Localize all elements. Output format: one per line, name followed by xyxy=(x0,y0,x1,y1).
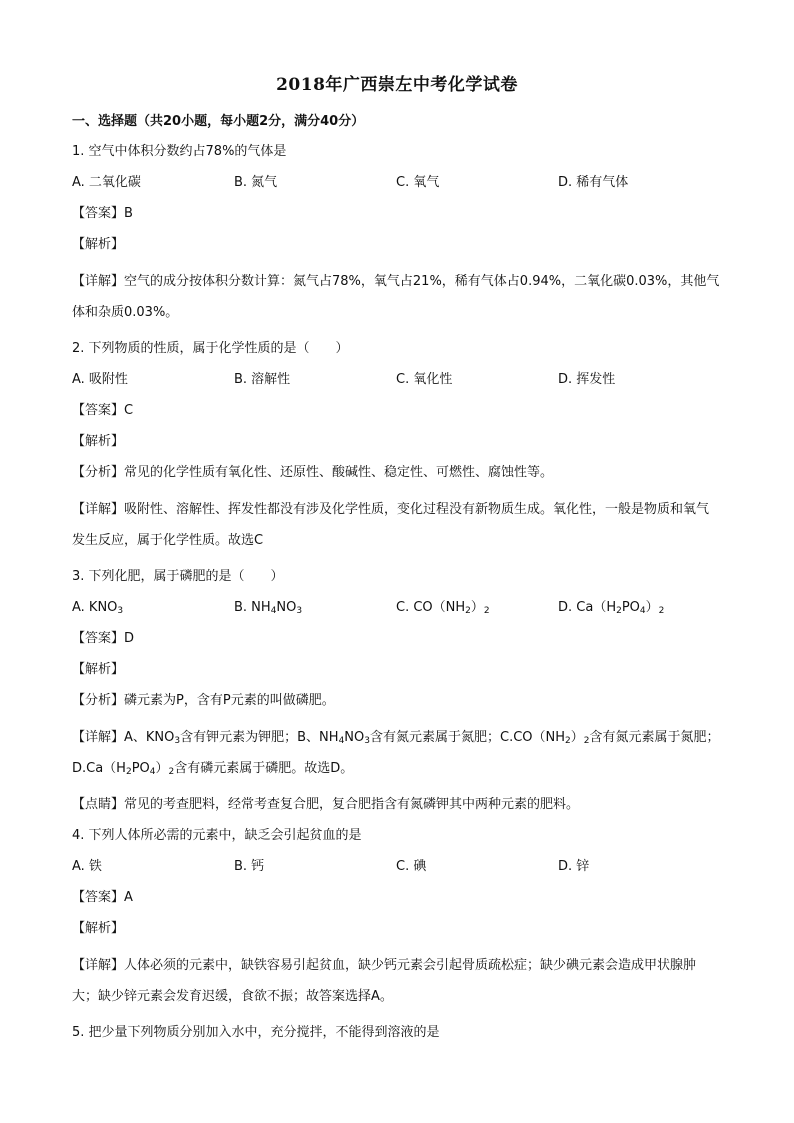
fenxi-row xyxy=(72,463,722,494)
question-3-stem: 3. 下列化肥，属于磷肥的是（ ） xyxy=(72,569,284,584)
option-d: D. 锌 xyxy=(558,859,590,874)
subscript: 3 xyxy=(117,606,124,616)
option-c: C. 氧气 xyxy=(396,175,440,190)
subscript: 4 xyxy=(149,767,156,777)
answer-value: C xyxy=(124,403,134,418)
pointer-tag: 【点睛】 xyxy=(72,797,125,812)
answer-value: B xyxy=(124,206,133,221)
option-d-text: ） xyxy=(645,600,659,615)
subscript: 4 xyxy=(270,606,277,616)
option-a: A. 铁 xyxy=(72,859,102,874)
option-c-text: ） xyxy=(470,600,484,615)
subscript: 2 xyxy=(583,736,590,746)
fenxi-row xyxy=(72,691,722,722)
option-b: B. 氮气 xyxy=(234,175,278,190)
detail-part: 含有钾元素为钾肥；B、NH xyxy=(180,730,339,745)
detail-row xyxy=(72,266,722,328)
subscript: 3 xyxy=(174,736,181,746)
option-b: B. 溶解性 xyxy=(234,372,291,387)
option-d-text: PO xyxy=(621,600,640,615)
subscript: 2 xyxy=(168,767,175,777)
option-c: C. 碘 xyxy=(396,859,427,874)
answer-row xyxy=(72,204,722,235)
detail-tag: 【详解】 xyxy=(72,958,125,973)
detail-row xyxy=(72,722,722,784)
option-d-text: D. Ca（H xyxy=(558,600,617,615)
subscript: 2 xyxy=(658,606,665,616)
detail-part: PO xyxy=(131,761,150,776)
answer-value: D xyxy=(124,631,135,646)
question-5-stem: 5. 把少量下列物质分别加入水中，充分搅拌，不能得到溶液的是 xyxy=(72,1025,440,1040)
option-d: D. 稀有气体 xyxy=(558,175,629,190)
question-4-options xyxy=(72,857,722,888)
detail-part: 含有氮元素属于氮肥；D.Ca（H xyxy=(72,730,720,776)
question-3-options xyxy=(72,598,722,629)
option-c: C. 氧化性 xyxy=(396,372,453,387)
option-a xyxy=(72,598,234,629)
subscript: 2 xyxy=(483,606,490,616)
analysis-tag: 【解析】 xyxy=(72,662,125,677)
answer-row xyxy=(72,888,722,919)
pointer-text: 常见的考查肥料，经常考查复合肥，复合肥指含有氮磷钾其中两种元素的肥料。 xyxy=(124,797,580,812)
detail-part: NO xyxy=(344,730,365,745)
fenxi-tag: 【分析】 xyxy=(72,693,125,708)
option-c-text: C. CO（NH xyxy=(396,600,466,615)
question-2-options xyxy=(72,370,722,401)
detail-text: 空气的成分按体积分数计算：氮气占78%，氧气占21%，稀有气体占0.94%，二氧化碳0.03%，其他气体和杂质0.03%。 xyxy=(72,274,720,320)
subscript: 4 xyxy=(639,606,646,616)
analysis-tag: 【解析】 xyxy=(72,237,125,252)
option-d: D. 挥发性 xyxy=(558,372,616,387)
subscript: 3 xyxy=(296,606,303,616)
question-1-stem: 1. 空气中体积分数约占78%的气体是 xyxy=(72,144,287,159)
option-b-text: NO xyxy=(276,600,297,615)
section-heading: 一、选择题（共20小题，每小题2分，满分40分） xyxy=(72,114,365,129)
question-1-options xyxy=(72,173,722,204)
detail-tag: 【详解】 xyxy=(72,274,125,289)
option-d xyxy=(558,598,720,629)
analysis-tag: 【解析】 xyxy=(72,921,125,936)
answer-value: A xyxy=(124,890,133,905)
page-title: 2018年广西崇左中考化学试卷 xyxy=(276,75,518,95)
detail-part: 含有磷元素属于磷肥。故选D。 xyxy=(174,761,354,776)
subscript: 4 xyxy=(338,736,345,746)
answer-tag: 【答案】 xyxy=(72,631,125,646)
detail-part: ） xyxy=(155,761,169,776)
detail-text: 吸附性、溶解性、挥发性都没有涉及化学性质，变化过程没有新物质生成。氧化性，一般是物质和氧气发生反应，属于化学性质。故选C xyxy=(72,502,710,548)
detail-part: 含有氮元素属于氮肥；C.CO（NH xyxy=(370,730,566,745)
subscript: 2 xyxy=(125,767,132,777)
answer-row xyxy=(72,401,722,432)
fenxi-text: 磷元素为P，含有P元素的叫做磷肥。 xyxy=(124,693,335,708)
question-list xyxy=(72,142,722,1054)
detail-text xyxy=(72,730,720,776)
detail-tag: 【详解】 xyxy=(72,730,125,745)
answer-tag: 【答案】 xyxy=(72,206,125,221)
detail-row xyxy=(72,494,722,556)
subscript: 3 xyxy=(364,736,370,746)
option-b xyxy=(234,598,396,629)
detail-part: A、KNO xyxy=(124,730,175,745)
answer-row xyxy=(72,629,722,660)
option-c xyxy=(396,598,558,629)
detail-tag: 【详解】 xyxy=(72,502,125,517)
option-b-text: B. NH xyxy=(234,600,271,615)
subscript: 2 xyxy=(565,736,571,746)
option-a-text: A. KNO xyxy=(72,600,118,615)
answer-tag: 【答案】 xyxy=(72,403,125,418)
pointer-row xyxy=(72,795,722,826)
question-2-stem: 2. 下列物质的性质，属于化学性质的是（ ） xyxy=(72,341,349,356)
detail-text: 人体必须的元素中，缺铁容易引起贫血，缺少钙元素会引起骨质疏松症；缺少碘元素会造成甲状腺肿大；缺少锌元素会发育迟缓，食欲不振；故答案选择A。 xyxy=(72,958,697,1004)
fenxi-tag: 【分析】 xyxy=(72,465,125,480)
option-a: A. 二氧化碳 xyxy=(72,175,141,190)
fenxi-text: 常见的化学性质有氧化性、还原性、酸碱性、稳定性、可燃性、腐蚀性等。 xyxy=(124,465,554,480)
subscript: 2 xyxy=(465,606,471,616)
option-a: A. 吸附性 xyxy=(72,372,128,387)
detail-part: ） xyxy=(570,730,584,745)
subscript: 2 xyxy=(616,606,622,616)
option-b: B. 钙 xyxy=(234,859,265,874)
question-4-stem: 4. 下列人体所必需的元素中，缺乏会引起贫血的是 xyxy=(72,828,362,843)
detail-row xyxy=(72,950,722,1012)
analysis-tag: 【解析】 xyxy=(72,434,125,449)
answer-tag: 【答案】 xyxy=(72,890,125,905)
